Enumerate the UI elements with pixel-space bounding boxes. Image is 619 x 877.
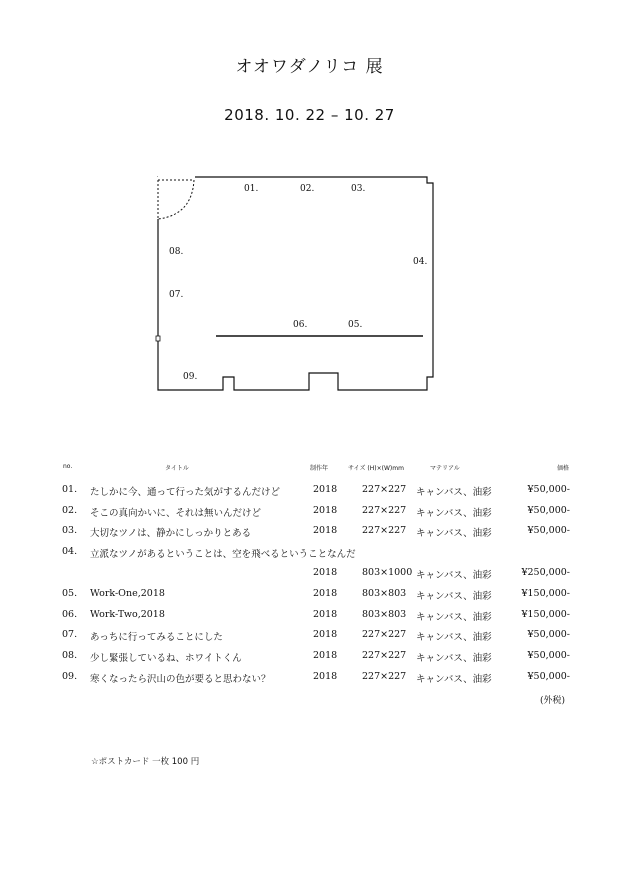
row-material: キャンバス、油彩 [416, 632, 492, 643]
header-price: 価格 [557, 465, 570, 472]
row-size: 227×227 [362, 629, 407, 640]
row-material: キャンバス、油彩 [416, 591, 492, 602]
header-material: マテリアル [430, 465, 460, 472]
row-title: あっちに行ってみることにした [90, 632, 223, 643]
table-row [0, 629, 619, 643]
plan-label-04: 04. [413, 257, 428, 267]
row-no: 08. [62, 650, 78, 661]
header-year: 制作年 [310, 465, 329, 472]
row-price: ¥150,000- [521, 609, 570, 620]
table-row [0, 546, 619, 560]
row-no: 07. [62, 629, 78, 640]
tax-note: (外税) [539, 696, 565, 706]
table-row [0, 588, 619, 602]
row-no: 09. [62, 671, 78, 682]
row-year: 2018 [313, 484, 338, 495]
plan-label-06: 06. [293, 320, 308, 330]
table-row [0, 650, 619, 664]
row-material: キャンバス、油彩 [416, 653, 492, 664]
wall-notch [156, 336, 160, 341]
table-row [0, 671, 619, 685]
postcard-note: ☆ポストカード 一枚 100 円 [91, 757, 200, 767]
row-material: キャンバス、油彩 [416, 674, 492, 685]
plan-label-02: 02. [300, 184, 315, 194]
header-no: no. [63, 463, 73, 470]
row-size: 227×227 [362, 484, 407, 495]
row-year: 2018 [313, 609, 338, 620]
row-size: 227×227 [362, 525, 407, 536]
row-year: 2018 [313, 567, 338, 578]
row-size: 227×227 [362, 505, 407, 516]
row-no: 02. [62, 505, 78, 516]
row-year: 2018 [313, 671, 338, 682]
plan-label-07: 07. [169, 290, 184, 300]
row-year: 2018 [313, 650, 338, 661]
header-size: サイズ (H)×(W)mm [348, 465, 404, 472]
row-year: 2018 [313, 525, 338, 536]
row-year: 2018 [313, 629, 338, 640]
row-no: 04. [62, 546, 78, 557]
table-row [0, 525, 619, 539]
row-price: ¥50,000- [527, 629, 570, 640]
row-size: 803×803 [362, 609, 407, 620]
row-title: 少し緊張しているね、ホワイトくん [90, 653, 242, 664]
exhibition-dates: 2018. 10. 22 – 10. 27 [224, 106, 395, 124]
row-no: 01. [62, 484, 78, 495]
row-year: 2018 [313, 588, 338, 599]
floor-plan-walls [158, 177, 433, 390]
table-row [0, 609, 619, 623]
row-year: 2018 [313, 505, 338, 516]
row-no: 05. [62, 588, 78, 599]
row-title: 立派なツノがあるということは、空を飛べるということなんだ [90, 549, 356, 560]
floor-plan [150, 165, 450, 400]
row-size: 227×227 [362, 671, 407, 682]
plan-label-05: 05. [348, 320, 363, 330]
table-row [0, 505, 619, 519]
row-price: ¥50,000- [527, 671, 570, 682]
row-no: 06. [62, 609, 78, 620]
table-row [0, 484, 619, 498]
row-size: 227×227 [362, 650, 407, 661]
plan-label-08: 08. [169, 247, 184, 257]
row-material: キャンバス、油彩 [416, 528, 492, 539]
table-row [0, 567, 619, 581]
row-size: 803×1000 [362, 567, 413, 578]
row-title: 寒くなったら沢山の色が要ると思わない？ [90, 674, 271, 685]
row-price: ¥50,000- [527, 505, 570, 516]
row-title: そこの真向かいに、それは無いんだけど [90, 508, 262, 519]
row-material: キャンバス、油彩 [416, 612, 492, 623]
row-size: 803×803 [362, 588, 407, 599]
door-swing [158, 180, 194, 219]
plan-label-03: 03. [351, 184, 366, 194]
header-title: タイトル [165, 465, 189, 472]
row-title: Work-One,2018 [90, 588, 165, 599]
plan-label-09: 09. [183, 372, 198, 382]
row-price: ¥50,000- [527, 484, 570, 495]
row-material: キャンバス、油彩 [416, 508, 492, 519]
row-price: ¥50,000- [527, 650, 570, 661]
row-price: ¥150,000- [521, 588, 570, 599]
row-price: ¥50,000- [527, 525, 570, 536]
row-material: キャンバス、油彩 [416, 487, 492, 498]
row-material: キャンバス、油彩 [416, 570, 492, 581]
row-title: Work-Two,2018 [90, 609, 165, 620]
row-title: たしかに今、通って行った気がするんだけど [90, 487, 281, 498]
row-no: 03. [62, 525, 78, 536]
row-price: ¥250,000- [521, 567, 570, 578]
plan-label-01: 01. [244, 184, 259, 194]
row-title: 大切なツノは、静かにしっかりとある [90, 528, 252, 539]
page-title: オオワダノリコ 展 [235, 57, 384, 77]
